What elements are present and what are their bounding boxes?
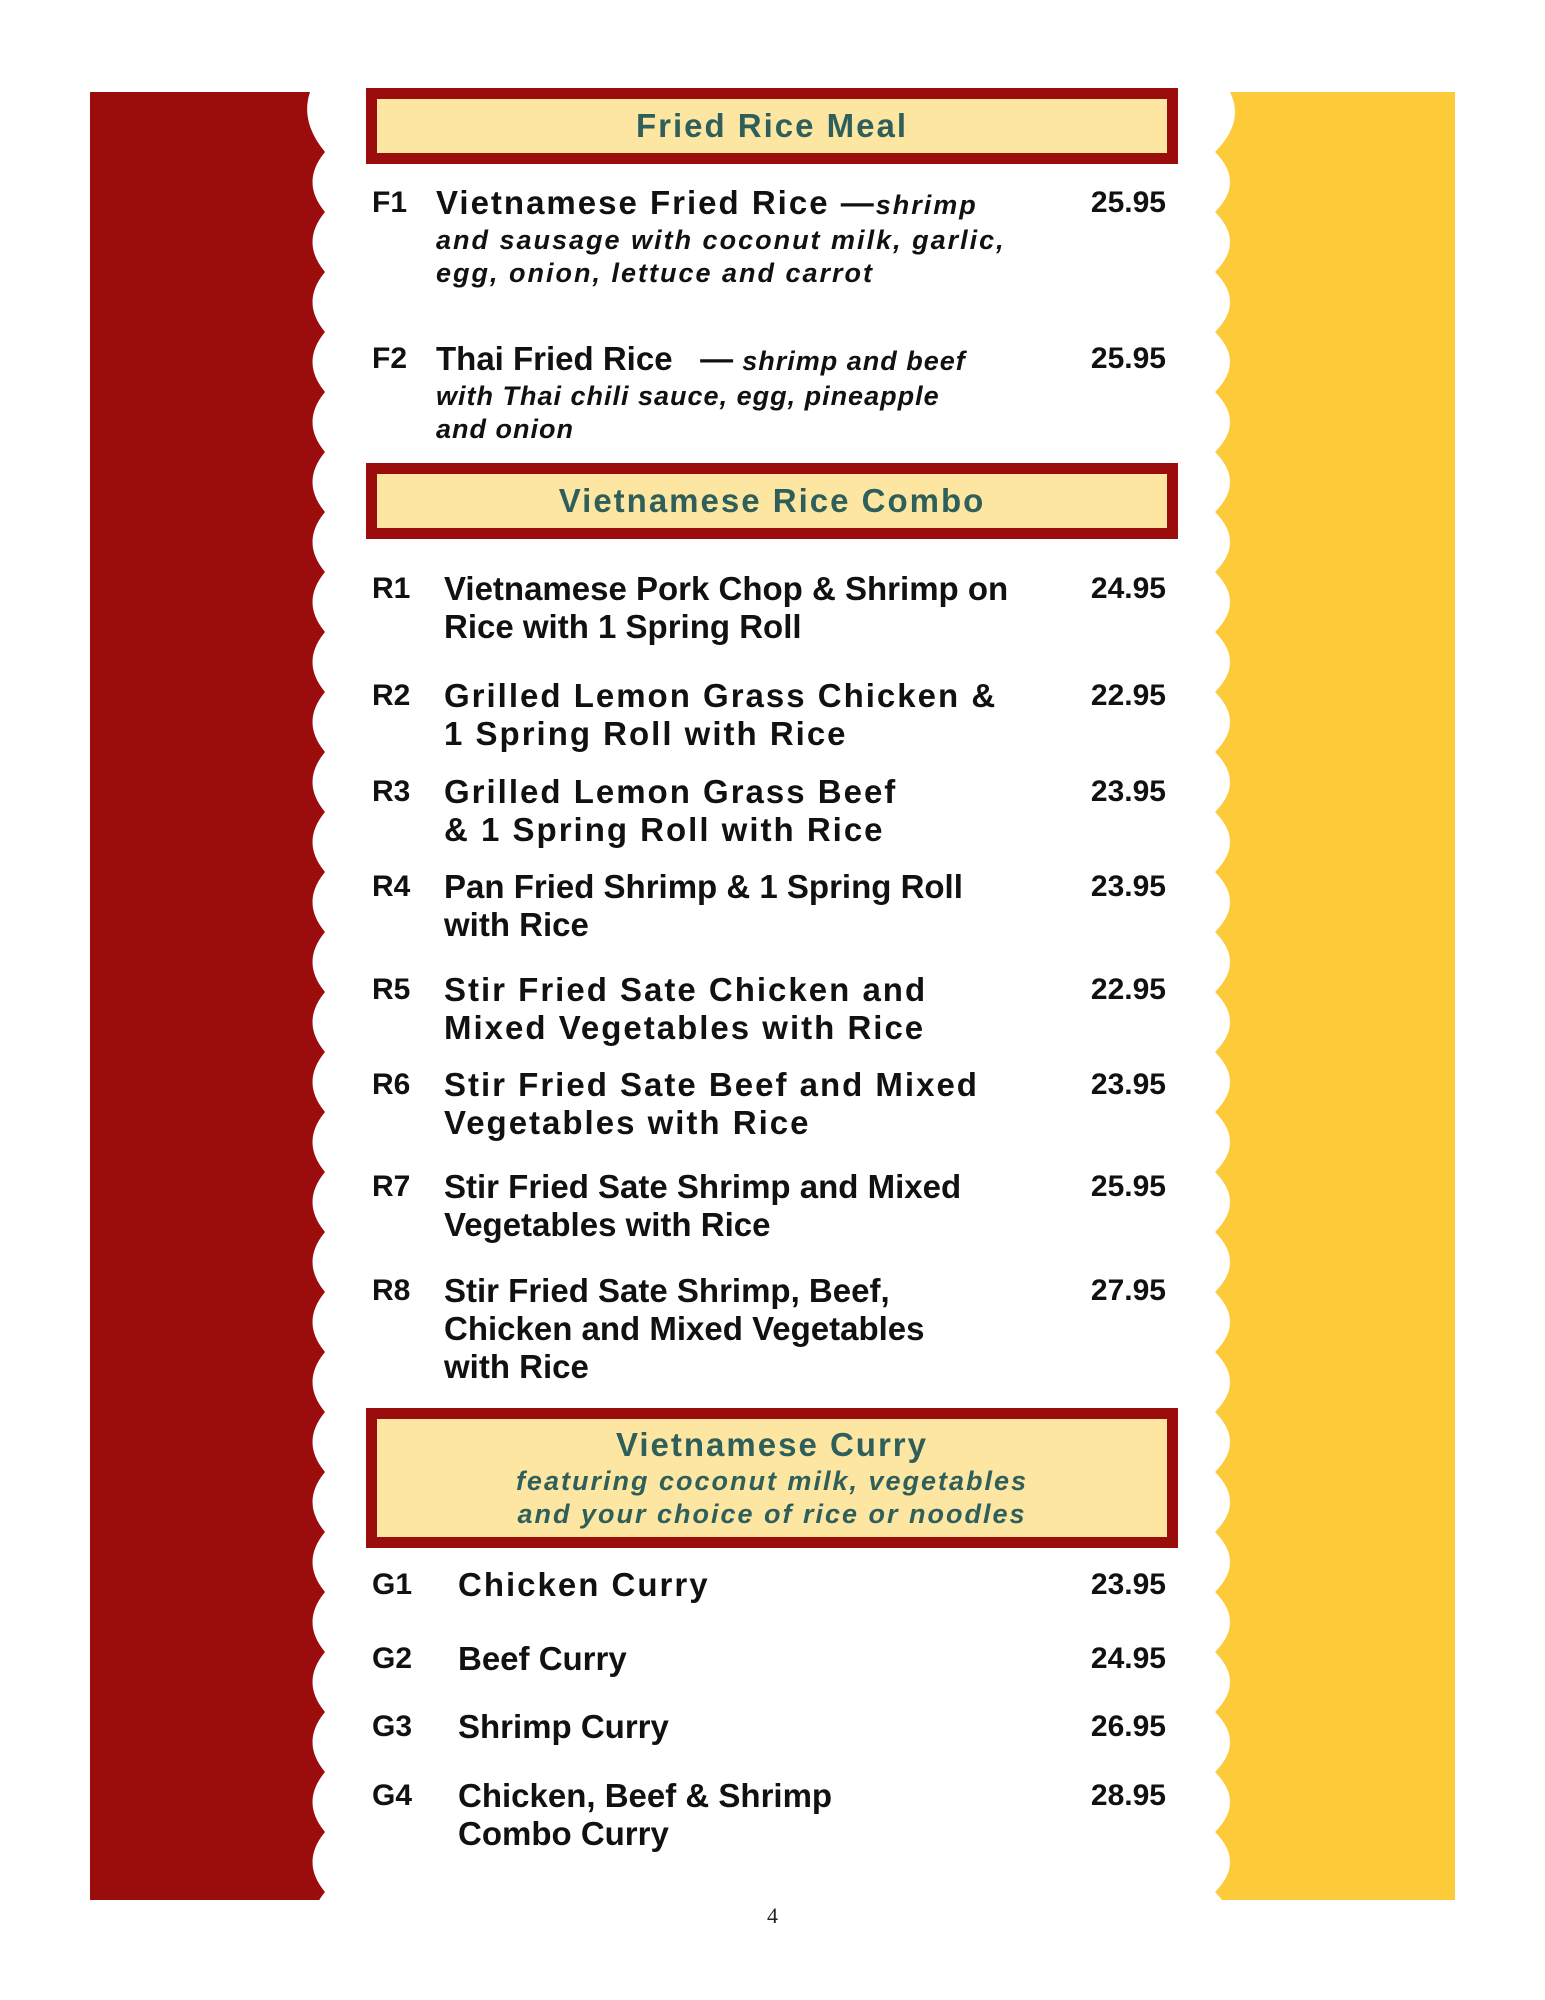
item-name-line: Vietnamese Pork Chop & Shrimp on xyxy=(444,570,1009,607)
menu-item-f1 xyxy=(372,184,1172,294)
item-name-line: Combo Curry xyxy=(458,1815,669,1852)
section-header-fried-rice xyxy=(366,88,1178,164)
item-price: 23.95 xyxy=(1090,870,1166,903)
item-name xyxy=(444,971,927,1047)
item-price: 23.95 xyxy=(1090,1568,1166,1601)
item-name xyxy=(444,677,997,753)
item-name xyxy=(444,570,1008,646)
item-code: G3 xyxy=(372,1710,413,1743)
section-title: Vietnamese Curry xyxy=(615,1426,929,1463)
item-desc-line: with Thai chili sauce, egg, pineapple xyxy=(436,381,940,411)
item-desc-line: shrimp and beef xyxy=(742,346,966,376)
item-code: F1 xyxy=(372,186,408,219)
item-code: R5 xyxy=(372,973,411,1006)
item-name-line: Shrimp Curry xyxy=(458,1708,669,1745)
item-name: Vietnamese Fried Rice xyxy=(436,184,830,221)
item-code: R1 xyxy=(372,572,411,605)
item-price: 24.95 xyxy=(1090,572,1166,605)
item-price: 25.95 xyxy=(1090,1170,1166,1203)
item-code: G2 xyxy=(372,1642,413,1675)
item-desc-line: shrimp xyxy=(875,190,978,220)
page-number: 4 xyxy=(767,1903,778,1928)
item-name xyxy=(458,1777,832,1853)
right-decorative-band xyxy=(1200,92,1455,1900)
item-name-line: Stir Fried Sate Shrimp and Mixed xyxy=(444,1168,962,1205)
item-name xyxy=(444,773,897,849)
item-name xyxy=(444,868,963,944)
item-code: R3 xyxy=(372,775,411,808)
item-name-line: Grilled Lemon Grass Beef xyxy=(444,773,898,810)
item-name xyxy=(444,1272,925,1386)
item-price: 23.95 xyxy=(1090,1068,1166,1101)
item-price: 22.95 xyxy=(1090,973,1166,1006)
section-subtitle-line: featuring coconut milk, vegetables xyxy=(515,1466,1029,1496)
section-title: Vietnamese Rice Combo xyxy=(558,482,986,519)
item-price: 22.95 xyxy=(1090,679,1166,712)
item-code: G4 xyxy=(372,1779,413,1812)
item-name-line: with Rice xyxy=(444,906,589,943)
left-decorative-band xyxy=(90,92,330,1900)
item-name-line: Stir Fried Sate Shrimp, Beef, xyxy=(444,1272,890,1309)
item-name-line: with Rice xyxy=(444,1348,589,1385)
item-price: 28.95 xyxy=(1090,1779,1166,1812)
item-name xyxy=(444,1066,979,1142)
item-name-line: Pan Fried Shrimp & 1 Spring Roll xyxy=(444,868,963,905)
item-name xyxy=(458,1566,710,1604)
item-price: 27.95 xyxy=(1090,1274,1166,1307)
item-name: Thai Fried Rice xyxy=(436,340,673,377)
item-code: R7 xyxy=(372,1170,411,1203)
item-description xyxy=(436,340,966,446)
item-desc-line: egg, onion, lettuce and carrot xyxy=(436,258,875,288)
item-name-line: Chicken Curry xyxy=(458,1566,710,1603)
item-name-line: Stir Fried Sate Chicken and xyxy=(444,971,928,1008)
item-name-line: Vegetables with Rice xyxy=(444,1104,811,1141)
item-price: 25.95 xyxy=(1090,186,1166,219)
item-name xyxy=(458,1640,627,1678)
section-subtitle-line: and your choice of rice or noodles xyxy=(517,1499,1027,1529)
item-dash: — xyxy=(700,340,734,377)
item-name-line: Mixed Vegetables with Rice xyxy=(444,1009,926,1046)
item-code: R6 xyxy=(372,1068,411,1101)
item-code: R2 xyxy=(372,679,411,712)
item-description xyxy=(436,184,1006,290)
item-code: R4 xyxy=(372,870,411,903)
section-header-curry xyxy=(366,1408,1178,1548)
item-name xyxy=(444,1168,961,1244)
item-dash: — xyxy=(840,184,876,221)
item-name-line: 1 Spring Roll with Rice xyxy=(444,715,848,752)
item-name xyxy=(458,1708,669,1746)
item-name-line: Grilled Lemon Grass Chicken & xyxy=(444,677,998,714)
item-name-line: Chicken and Mixed Vegetables xyxy=(444,1310,925,1347)
menu-item-f2 xyxy=(372,340,1172,450)
section-header-rice-combo xyxy=(366,463,1178,539)
item-code: F2 xyxy=(372,342,408,375)
item-price: 26.95 xyxy=(1090,1710,1166,1743)
item-name-line: Chicken, Beef & Shrimp xyxy=(458,1777,833,1814)
item-price: 25.95 xyxy=(1090,342,1166,375)
item-name-line: & 1 Spring Roll with Rice xyxy=(444,811,885,848)
item-name-line: Vegetables with Rice xyxy=(444,1206,771,1243)
item-name-line: Beef Curry xyxy=(458,1640,627,1677)
item-desc-line: and onion xyxy=(436,414,574,444)
item-price: 23.95 xyxy=(1090,775,1166,808)
item-desc-line: and sausage with coconut milk, garlic, xyxy=(436,225,1006,255)
section-title: Fried Rice Meal xyxy=(635,107,909,144)
item-code: R8 xyxy=(372,1274,411,1307)
item-name-line: Rice with 1 Spring Roll xyxy=(444,608,802,645)
item-name-line: Stir Fried Sate Beef and Mixed xyxy=(444,1066,979,1103)
item-code: G1 xyxy=(372,1568,413,1601)
item-price: 24.95 xyxy=(1090,1642,1166,1675)
